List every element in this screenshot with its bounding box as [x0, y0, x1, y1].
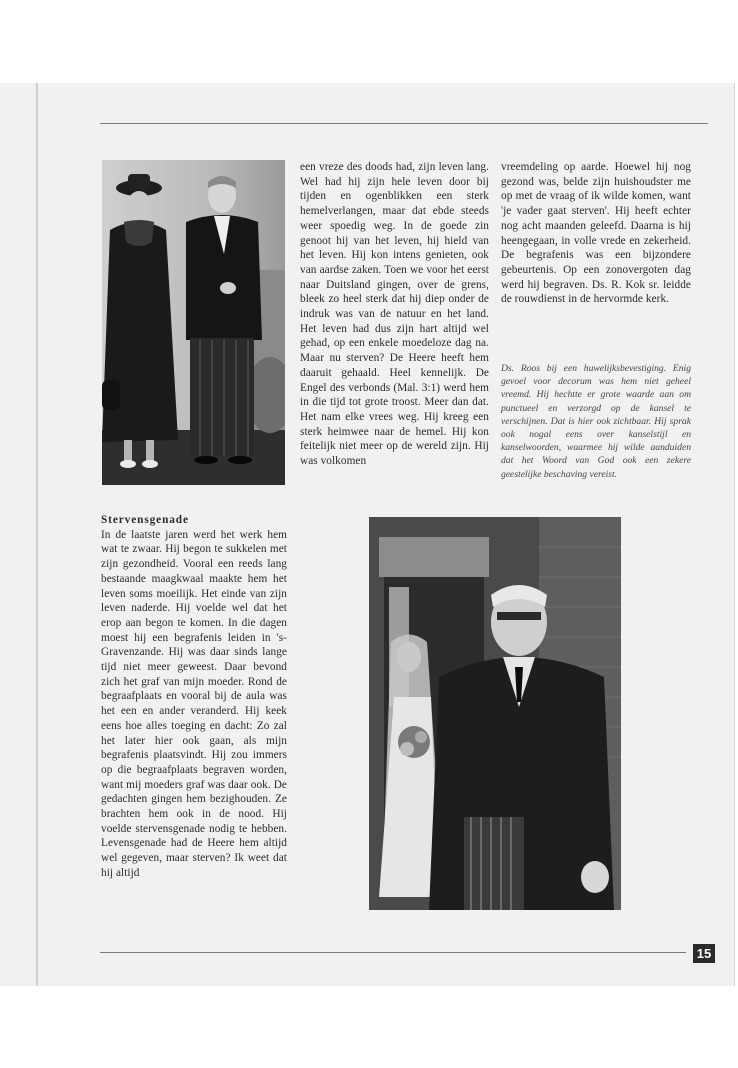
- article-column-right: vreemdeling op aarde. Hoewel hij nog gezond was, belde zijn huishoudster me op met de vraag of ik wilde komen, want 'je vader gaat sterven'. Hij heeft echter nog acht maanden geleefd. Daarna is hij heengegaan, in volle vrede en zekerheid. De begrafenis was een bijzondere gebeurtenis. Op een zonovergoten dag werd hij begraven. Ds. R. Kok sr. leidde de rouwdienst in de hervormde kerk.: [501, 161, 691, 306]
- photo-couple-image: [102, 160, 285, 485]
- section-stervensgenade: [101, 513, 287, 881]
- photo-wedding: [369, 517, 621, 910]
- section-heading: Stervensgenade: [101, 514, 189, 526]
- section-body: In de laatste jaren werd het werk hem wat te zwaar. Hij begon te sukkelen met zijn gezondheid. Vooral een reeds lang bestaande maagkwaal maakte hem het leven soms moeilijk. Het einde van zijn leven naderde. Hij voelde wel dat het erop aan begon te komen. In die dagen moest hij een begrafenis leiden in 's-Gravenzande. Hij was daar sinds lange tijd niet meer geweest. Daar bevond zich het graf van mijn moeder. Rond de begraafplaats en vooral bij de aula was het een en ander veranderd. Hij keek eens hoe alles toeging en dacht: Zo zal het later hier ook gaan, als mijn begrafenis plaatsvindt. Hij zou immers op die begraafplaats begraven worden, want mij moeders graf was daar ook. De gedachten gingen hem bezighouden. Ze brachten hem ook in de nood. Hij voelde stervensgenade nodig te hebben. Levensgenade had de Heere hem altijd wel gegeven, maar sterven? Ik weet dat hij altijd: [101, 528, 287, 879]
- bottom-rule: [100, 952, 686, 953]
- photo-caption: Ds. Roos bij een huwelijksbevestiging. Enig gevoel voor decorum was hem niet geheel vreemd. Hij hechtte er grote waarde aan om punctueel en verzorgd op de kansel te verschijnen. Dat is hier ook zichtbaar. Hij sprak ook nogal eens over kanselstijl en kanselwoorden, waarmee hij wilde aanduiden dat het Woord van God ook een zekere geestelijke beschaving vereist.: [501, 363, 691, 480]
- page-spine: [36, 83, 38, 986]
- photo-wedding-image: [369, 517, 621, 910]
- article-column-middle: een vreze des doods had, zijn leven lang. Wel had hij zijn hele leven door bij tijden en ogenblikken een sterk hemelverlangen, maar dat ebde steeds weer spoedig weg. In de goede zin genoot hij van het leven, hij hield van het leven. Hij kon intens genieten, ook van aardse zaken. Toen we voor het eerst naar Duitsland gingen, over de grens, bleek zo heel sterk dat hij diep onder de indruk was van de natuur en het land. Het leven had dus zijn hart altijd wel gehad, op een enkele moedeloze dag na. Maar nu sterven? De Heere heeft hem daaruit gehaald. Heel kennelijk. De Engel des verbonds (Mal. 3:1) werd hem in die tijd tot grote troost. Meer dan dat. Het nam elke vrees weg. Hij kreeg een sterk heimwee naar de hemel. Hij kon feitelijk niet meer op de wereld zijn. Hij was volkomen: [300, 161, 489, 468]
- photo-couple: [102, 160, 285, 485]
- top-rule: [100, 123, 708, 124]
- page-number: 15: [693, 944, 715, 963]
